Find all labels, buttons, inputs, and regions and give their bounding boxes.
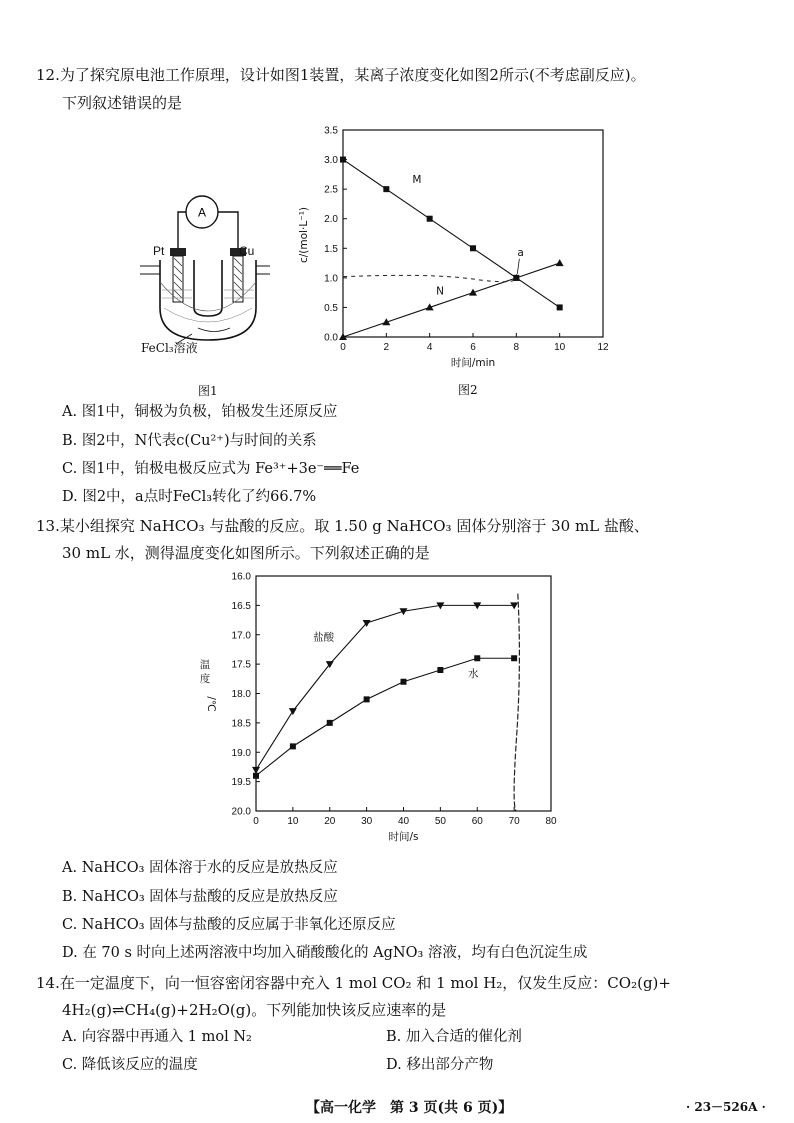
y-tick-label: 0.0 bbox=[324, 332, 338, 344]
q14-option-c[interactable]: C. 降低该反应的温度 bbox=[62, 1057, 198, 1073]
y-tick-label: 1.0 bbox=[324, 273, 338, 285]
dashed-reference-line bbox=[514, 594, 519, 811]
x-tick-label: 10 bbox=[287, 816, 299, 827]
y-tick-label: 3.0 bbox=[324, 155, 338, 167]
footer-page-info: 【高一化学 第 3 页(共 6 页)】 bbox=[306, 1100, 513, 1116]
y-axis-label-part2: 度 bbox=[199, 673, 211, 685]
y-tick-label: 16.0 bbox=[231, 571, 251, 583]
series-line-N bbox=[343, 263, 560, 337]
data-point-水 bbox=[290, 743, 296, 749]
data-point-水 bbox=[327, 720, 333, 726]
annotation-a: a bbox=[517, 246, 524, 259]
y-tick-label: 1.5 bbox=[324, 243, 338, 255]
q14-option-d[interactable]: D. 移出部分产物 bbox=[386, 1057, 494, 1073]
data-point-M bbox=[383, 186, 389, 192]
y-tick-label: 17.5 bbox=[231, 659, 251, 671]
y-axis-label-part1: 温 bbox=[199, 659, 211, 671]
y-tick-label: 2.0 bbox=[324, 214, 338, 226]
y-tick-label: 0.5 bbox=[324, 302, 338, 314]
y-tick-label: 17.0 bbox=[231, 630, 251, 642]
x-tick-label: 2 bbox=[383, 342, 390, 353]
cu-electrode-label: Cu bbox=[239, 244, 255, 258]
x-tick-label: 20 bbox=[324, 816, 336, 827]
q13-option-c[interactable]: C. NaHCO₃ 固体与盐酸的反应属于非氧化还原反应 bbox=[62, 917, 396, 933]
data-point-N bbox=[556, 259, 564, 266]
data-point-M bbox=[557, 304, 563, 310]
x-tick-label: 40 bbox=[397, 816, 410, 827]
x-tick-label: 70 bbox=[508, 816, 520, 827]
footer-code: · 23－526A · bbox=[686, 1100, 766, 1114]
q12-option-a[interactable]: A. 图1中，铜极为负极，铂极发生还原反应 bbox=[62, 404, 338, 420]
q12-option-d[interactable]: D. 图2中，a点时FeCl₃转化了约66.7% bbox=[62, 489, 317, 505]
q12-option-b[interactable]: B. 图2中，N代表c(Cu²⁺)与时间的关系 bbox=[62, 433, 317, 449]
series-label-M: M bbox=[412, 174, 422, 187]
data-point-M bbox=[427, 216, 433, 222]
series-label-hcl: 盐酸 bbox=[313, 631, 335, 644]
data-point-水 bbox=[364, 696, 370, 702]
x-tick-label: 30 bbox=[361, 816, 373, 827]
q14-option-b[interactable]: B. 加入合适的催化剂 bbox=[386, 1029, 522, 1045]
temperature-chart bbox=[0, 560, 794, 860]
series-label-water: 水 bbox=[468, 668, 479, 681]
fecl3-solution-label: FeCl₃溶液 bbox=[141, 341, 198, 355]
x-tick-label: 0 bbox=[340, 342, 346, 353]
q12-option-c[interactable]: C. 图1中，铂极电极反应式为 Fe³⁺+3e⁻══Fe bbox=[62, 461, 360, 477]
annotation-a-arrow bbox=[517, 259, 519, 274]
y-tick-label: 16.5 bbox=[231, 600, 251, 612]
series-label-N: N bbox=[436, 285, 445, 298]
figure2-caption: 图2 bbox=[458, 383, 478, 397]
q12-stem-line1: 12.为了探究原电池工作原理，设计如图1装置，某离子浓度变化如图2所示(不考虑副反应)。 bbox=[36, 66, 646, 84]
x-tick-label: 80 bbox=[545, 816, 557, 827]
data-point-水 bbox=[253, 773, 259, 779]
figure2-concentration-chart bbox=[0, 0, 794, 420]
data-point-盐酸 bbox=[289, 708, 297, 715]
q13-stem-line1: 13.某小组探究 NaHCO₃ 与盐酸的反应。取 1.50 g NaHCO₃ 固体分别溶于 30 mL 盐酸、 bbox=[36, 517, 649, 535]
q14-stem-line2: 4H₂(g)⇌CH₄(g)+2H₂O(g)。下列能加快该反应速率的是 bbox=[62, 1001, 447, 1019]
x-axis-label: 时间/s bbox=[388, 831, 419, 843]
x-tick-label: 6 bbox=[470, 342, 476, 353]
y-tick-label: 18.5 bbox=[231, 718, 251, 730]
q13-option-a[interactable]: A. NaHCO₃ 固体溶于水的反应是放热反应 bbox=[62, 860, 338, 876]
data-point-水 bbox=[511, 655, 517, 661]
data-point-水 bbox=[474, 655, 480, 661]
x-tick-label: 50 bbox=[434, 816, 446, 827]
y-tick-label: 3.5 bbox=[324, 125, 338, 137]
q14-option-a[interactable]: A. 向容器中再通入 1 mol N₂ bbox=[62, 1029, 252, 1045]
plot-frame bbox=[343, 130, 603, 337]
y-axis-label-part3: /℃ bbox=[205, 696, 217, 712]
q12-stem-line2: 下列叙述错误的是 bbox=[62, 94, 183, 112]
q13-stem-line2: 30 mL 水，测得温度变化如图所示。下列叙述正确的是 bbox=[62, 544, 430, 562]
x-axis-label: 时间/min bbox=[450, 357, 496, 369]
q13-option-b[interactable]: B. NaHCO₃ 固体与盐酸的反应是放热反应 bbox=[62, 889, 338, 905]
data-point-M bbox=[340, 157, 346, 163]
y-tick-label: 2.5 bbox=[324, 184, 338, 196]
x-tick-label: 12 bbox=[597, 342, 609, 353]
ammeter-label: A bbox=[197, 205, 207, 220]
series-line-M bbox=[343, 160, 560, 308]
x-tick-label: 0 bbox=[253, 816, 259, 827]
x-tick-label: 4 bbox=[426, 342, 433, 353]
y-tick-label: 19.5 bbox=[231, 777, 251, 789]
y-tick-label: 20.0 bbox=[231, 806, 251, 818]
q13-option-d[interactable]: D. 在 70 s 时向上述两溶液中均加入硝酸酸化的 AgNO₃ 溶液，均有白色沉淀生成 bbox=[62, 945, 588, 961]
x-tick-label: 8 bbox=[513, 342, 520, 353]
figure1-caption: 图1 bbox=[198, 384, 218, 398]
data-point-水 bbox=[401, 679, 407, 685]
pt-electrode-label: Pt bbox=[153, 244, 165, 258]
data-point-M bbox=[470, 245, 476, 251]
y-tick-label: 19.0 bbox=[231, 747, 251, 759]
y-tick-label: 18.0 bbox=[231, 689, 251, 700]
data-point-水 bbox=[437, 667, 443, 673]
y-axis-label: c/(mol·L⁻¹) bbox=[298, 206, 310, 264]
dashed-reference-line bbox=[343, 275, 516, 281]
x-tick-label: 60 bbox=[471, 816, 483, 827]
q14-stem-line1: 14.在一定温度下，向一恒容密闭容器中充入 1 mol CO₂ 和 1 mol H₂，仅发生反应：CO₂(g)+ bbox=[36, 974, 671, 992]
x-tick-label: 10 bbox=[554, 342, 566, 353]
